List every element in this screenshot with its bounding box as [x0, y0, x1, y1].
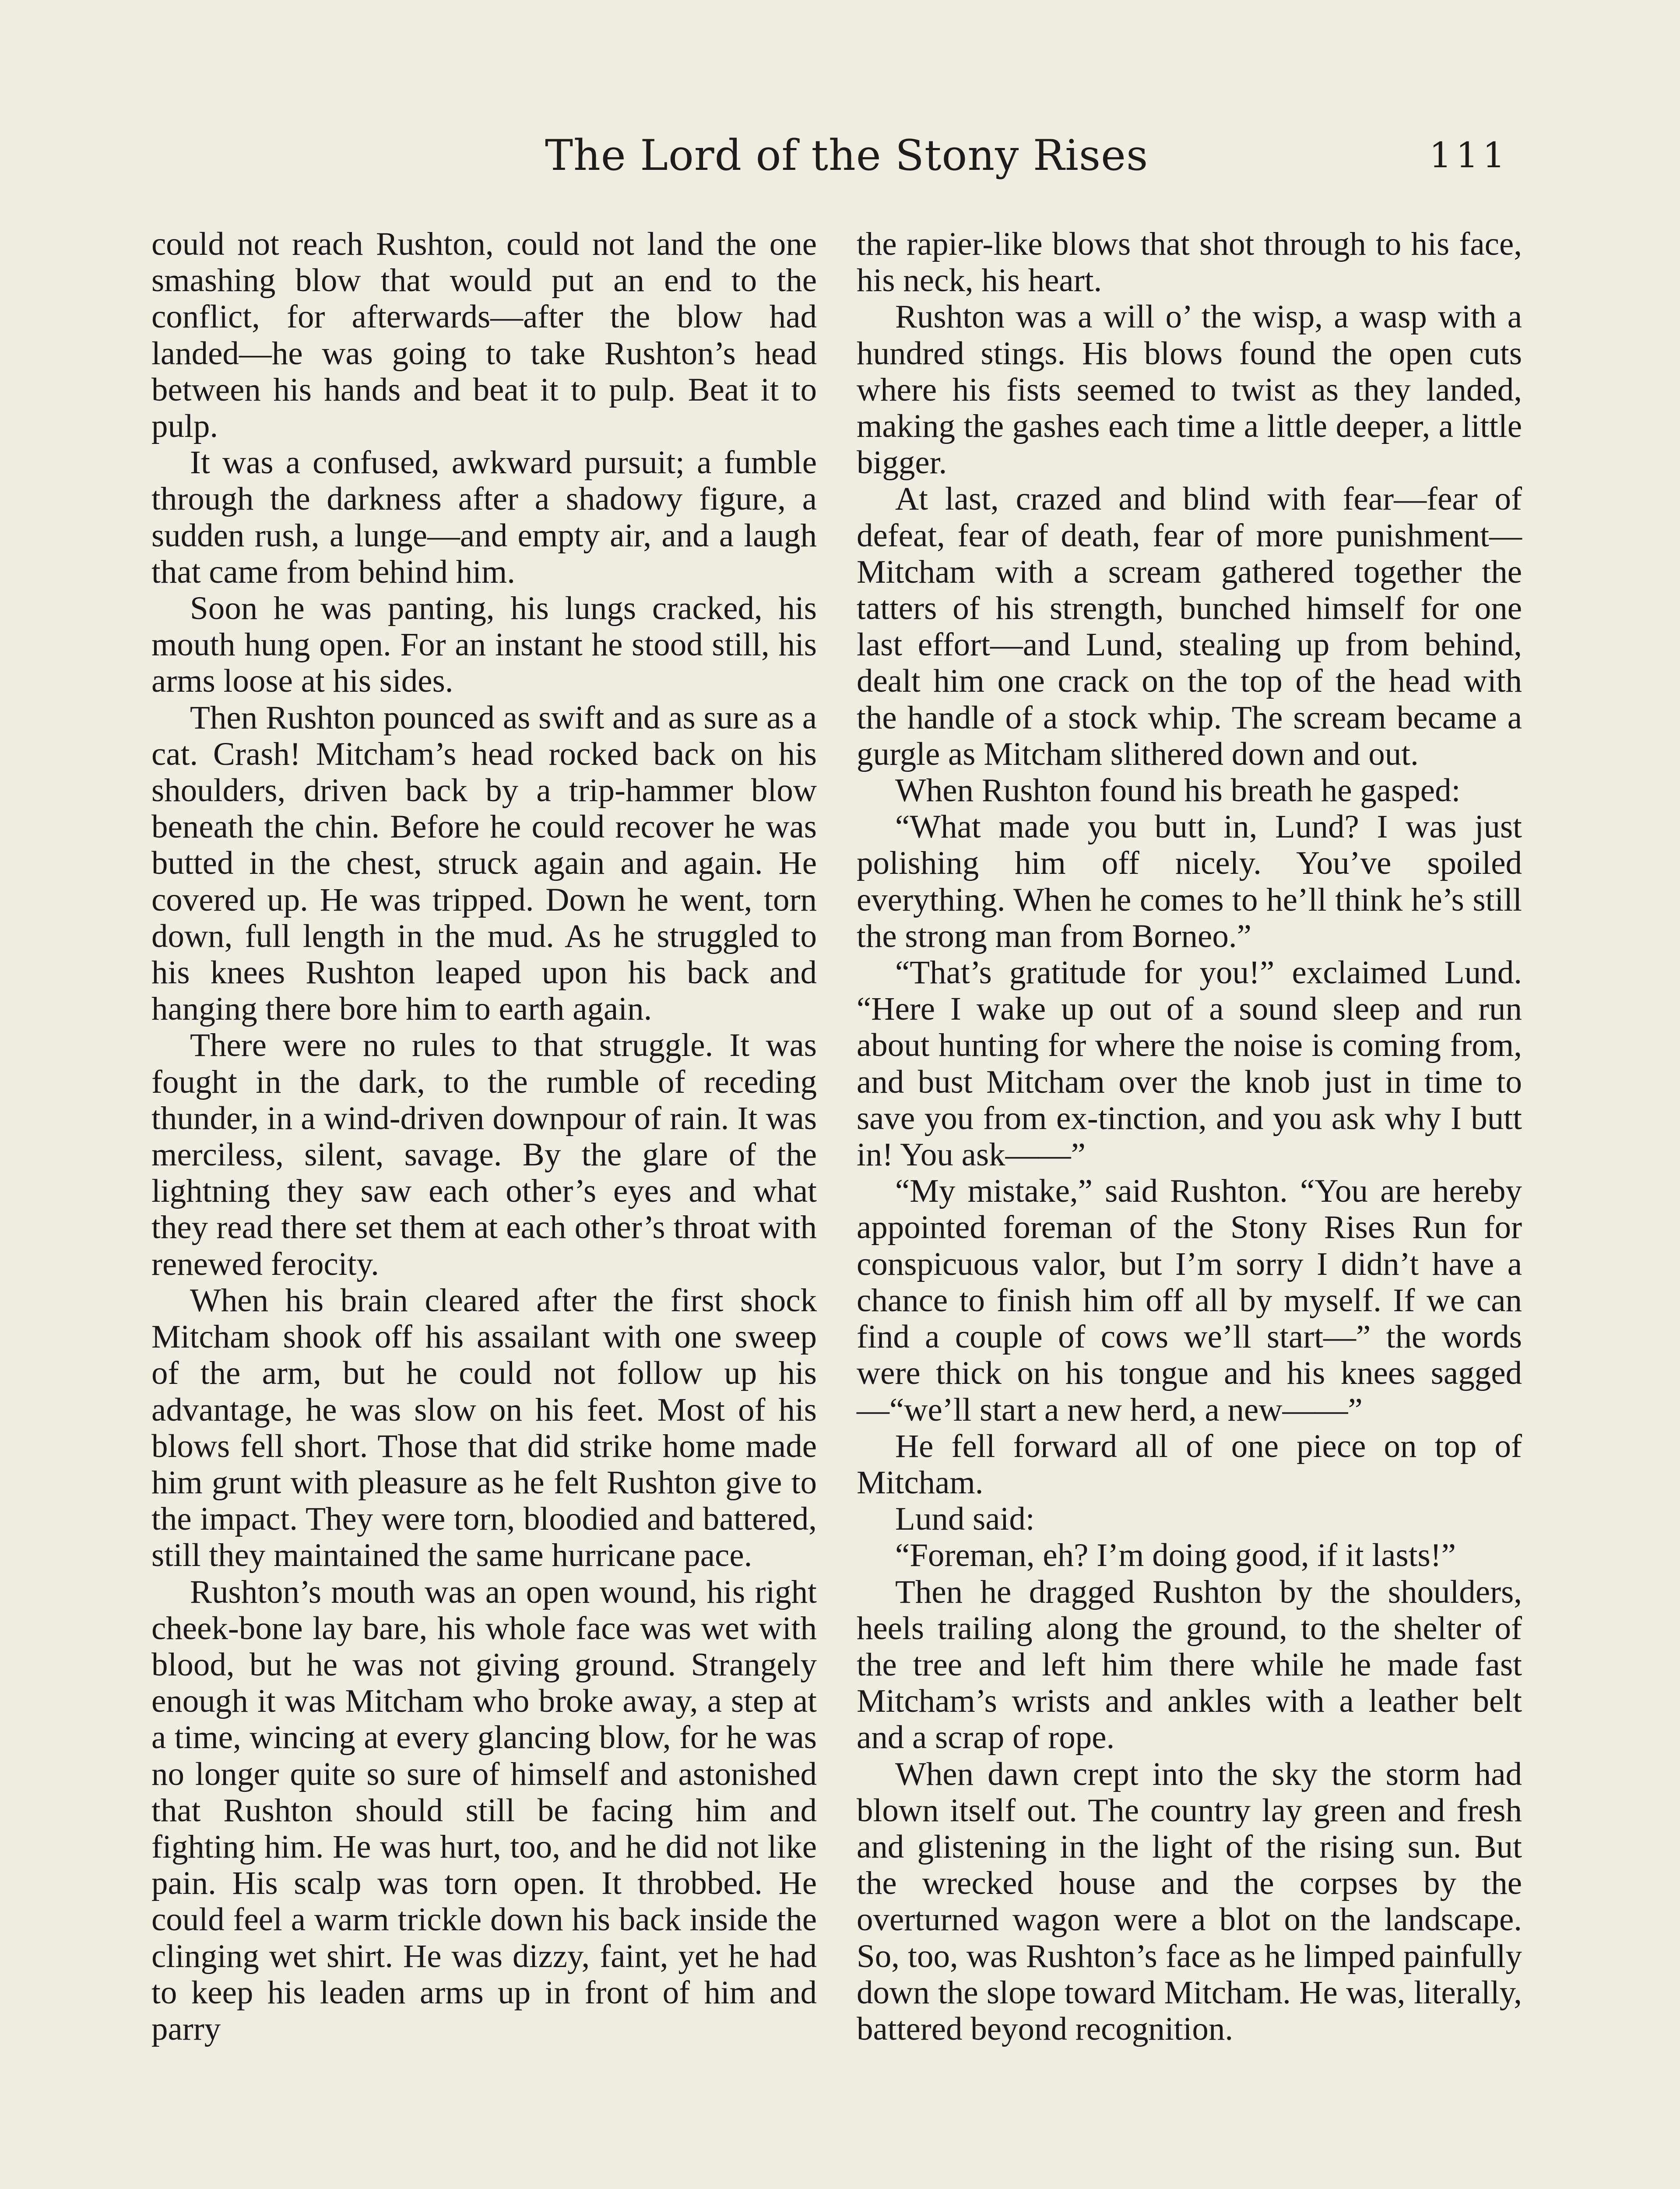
paragraph: “My mistake,” said Rushton. “You are hereby appointed foreman of the Stony Rises Run for conspicuous valor, but I’m sorry I didn’t have a chance to finish him off all by myself. If we can find a couple of cows we’ll start—” the words were thick on his tongue and his knees sagged—“we’ll start a new herd, a new——” [857, 1173, 1522, 1428]
page-header [0, 127, 1680, 193]
paragraph: At last, crazed and blind with fear—fear of defeat, fear of death, fear of more punishment—Mitcham with a scream gathered together the tatters of his strength, bunched himself for one last effort—and Lund, stealing up from behind, dealt him one crack on the top of the head with the handle of a stock whip. The scream became a gurgle as Mitcham slithered down and out. [857, 481, 1522, 772]
paragraph: There were no rules to that struggle. It was fought in the dark, to the rumble of receding thunder, in a wind-driven downpour of rain. It was merciless, silent, savage. By the glare of the lightning they saw each other’s eyes and what they read there set them at each other’s throat with renewed ferocity. [151, 1027, 817, 1282]
running-title: The Lord of the Stony Rises [545, 131, 1149, 180]
paragraph: It was a confused, awkward pursuit; a fumble through the darkness after a shadowy figure, a sudden rush, a lunge—and empty air, and a laugh that came from behind him. [151, 444, 817, 590]
paragraph: “That’s gratitude for you!” exclaimed Lund. “Here I wake up out of a sound sleep and run about hunting for where the noise is coming from, and bust Mitcham over the knob just in time to save you from ex-tinction, and you ask why I butt in! You ask——” [857, 954, 1522, 1173]
paragraph: When Rushton found his breath he gasped: [895, 772, 1461, 809]
paragraph: the rapier-like blows that shot through to his face, his neck, his heart. [857, 226, 1522, 299]
paragraph: “What made you butt in, Lund? I was just polishing him off nicely. You’ve spoiled everything. When he comes to he’ll think he’s still the strong man from Borneo.” [857, 809, 1522, 954]
paragraph: When dawn crept into the sky the storm had blown itself out. The country lay green and fresh and glistening in the light of the rising sun. But the wrecked house and the corpses by the overturned wagon were a blot on the landscape. So, too, was Rushton’s face as he limped painfully down the slope toward Mitcham. He was, literally, battered beyond recognition. [857, 1756, 1522, 2047]
paragraph: He fell forward all of one piece on top of Mitcham. [857, 1428, 1522, 1501]
paragraph: Lund said: [895, 1501, 1035, 1538]
paragraph: Rushton’s mouth was an open wound, his right cheek-bone lay bare, his whole face was wet with blood, but he was not giving ground. Strangely enough it was Mitcham who broke away, a step at a time, wincing at every glancing blow, for he was no longer quite so sure of himself and astonished that Rushton should still be facing him and fighting him. He was hurt, too, and he did not like pain. His scalp was torn open. It throbbed. He could feel a warm trickle down his back inside the clinging wet shirt. He was dizzy, faint, yet he had to keep his leaden arms up in front of him and parry [151, 1573, 817, 2047]
page-number: 111 [1429, 135, 1509, 176]
paragraph: Then Rushton pounced as swift and as sure as a cat. Crash! Mitcham’s head rocked back on his shoulders, driven back by a trip-hammer blow beneath the chin. Before he could recover he was butted in the chest, struck again and again. He covered up. He was tripped. Down he went, torn down, full length in the mud. As he struggled to his knees Rushton leaped upon his back and hanging there bore him to earth again. [151, 699, 817, 1028]
paragraph: Rushton was a will o’ the wisp, a wasp with a hundred stings. His blows found the open cuts where his fists seemed to twist as they landed, making the gashes each time a little deeper, a little bigger. [857, 299, 1522, 481]
paragraph: Soon he was panting, his lungs cracked, his mouth hung open. For an instant he stood still, his arms loose at his sides. [151, 590, 817, 700]
paragraph: could not reach Rushton, could not land the one smashing blow that would put an end to the conflict, for afterwards—after the blow had landed—he was going to take Rushton’s head between his hands and beat it to pulp. Beat it to pulp. [151, 226, 817, 445]
right-column [857, 226, 1522, 2047]
paragraph: Then he dragged Rushton by the shoulders, heels trailing along the ground, to the shelter of the tree and left him there while he made fast Mitcham’s wrists and ankles with a leather belt and a scrap of rope. [857, 1573, 1522, 1756]
paragraph: When his brain cleared after the first shock Mitcham shook off his assailant with one sweep of the arm, but he could not follow up his advantage, he was slow on his feet. Most of his blows fell short. Those that did strike home made him grunt with pleasure as he felt Rushton give to the impact. They were torn, bloodied and battered, still they maintained the same hurricane pace. [151, 1282, 817, 1574]
paragraph: “Foreman, eh? I’m doing good, if it lasts!” [895, 1537, 1456, 1574]
left-column [151, 226, 817, 2047]
